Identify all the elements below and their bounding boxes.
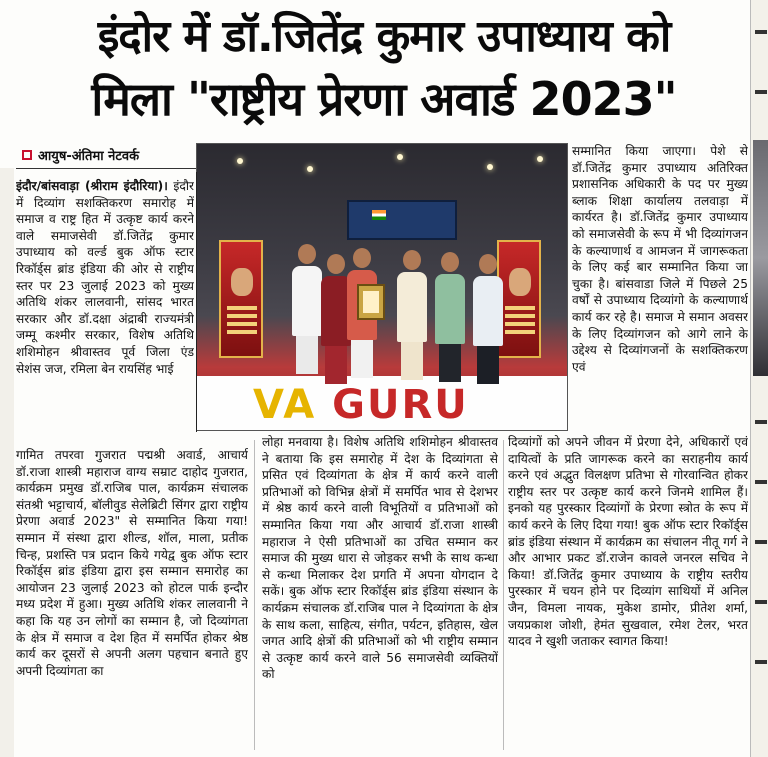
headline-line-1: इंदोर में डॉ.जितेंद्र कुमार उपाध्याय को — [97, 11, 671, 62]
column-divider — [254, 440, 255, 750]
article-column-1-bottom — [16, 447, 248, 747]
article-column-3-top — [572, 143, 748, 434]
stage-banner-text: VA GURU — [253, 382, 469, 428]
byline-divider — [16, 168, 196, 169]
article-column-1-top — [16, 178, 194, 446]
article-text: इंदौर में दिव्यांग सशक्तिकरण समारोह में समाज व राष्ट्र हित में उत्कृष्ट कार्य करने वाले समाजसेवी डॉ.जितेंद्र कुमार उपाध्याय को वर्ल्ड बुक ऑफ स्टार रिकॉर्ड्स ब्रांड इंडिया की ओर से राष्ट्रीय स्तर पर 23 जुलाई 2023 को मुख्य अतिथि शंकर लालवानी, सांसद भारत सरकार और डॉ.दक्षा अंद्राबी राज्यमंत्री जम्मू कश्मीर सरकार, विशेष अतिथि शशिमोहन श्रीवास्तव पूर्व जिला एंड सेशंस जज, रमिला बेन रायसिंह भाई — [16, 179, 194, 376]
article-dateline: इंदौर/बांसवाड़ा (श्रीराम इंदौरिया)। — [16, 179, 168, 193]
adjacent-page-left-edge — [0, 168, 14, 757]
award-plaque — [357, 284, 385, 320]
column-divider — [503, 440, 504, 750]
byline — [22, 146, 139, 164]
award-ceremony-photo — [196, 143, 568, 431]
article-column-3-bottom — [508, 434, 748, 747]
article-text: गामित तपरवा गुजरात पद्मश्री अवार्ड, आचार्य डॉ.राजा शास्त्री महाराज वाग्य सम्राट दाहोद गुजरात, कार्यक्रम प्रमुख डॉ.राजिब पाल, कार्यक्रम संचालक संतश्री भट्टाचार्य, बॉलीवुड सेलेब्रिटी सिंगर द्वारा राष्ट्रीय प्रेरणा अवार्ड 2023" से सम्मानित किया गया! सम्मान में संस्था द्वारा शील्ड, शॉल, माला, प्रतीक चिन्ह, प्रशस्ति पत्र प्रदान किये गयेद्व बुक ऑफ स्टार रिकॉर्ड्स ब्रांड इंडिया द्वारा इस सम्मान समारोह का आयोजन 23 जुलाई 2023 को होटल पार्क इन्दौर मध्य प्रदेश में हुआ। मुख्य अतिथि शंकर लालवानी ने कहा कि यह उन लोगों का सम्मान है, जो दिव्यांगता के क्षेत्र में समाज व देश हित में समर्पित होकर श्रेष्ठ कार्य कर दूसरों से अपनी अलग पहचान बनाते हुए अपनी दिव्यांगता का — [16, 448, 248, 678]
byline-square-icon — [22, 150, 32, 160]
article-text: लोहा मनवाया है। विशेष अतिथि शशिमोहन श्रीवास्तव ने बताया कि इस समारोह में देश के दिव्यांगता से प्रसित एवं दिव्यांगता के क्षेत्र में कार्य करने वाली प्रतिभाओं को विभिन्न क्षेत्रों में समर्पित भाव से देशभर में श्रेष्ठ कार्य करने वाली विभूतियों व प्रतिभाओं को सम्मानित किया गया और आचार्य डॉ.राजा शास्त्री महाराज ने ऐसी प्रतिभाओं का उचित सम्मान कर समाज की मुख्य धारा से जोड़कर सभी के साथ कन्धा से कन्धा मिलाकर देश प्रगति में अपना योगदान दे सकें। बुक ऑफ स्टार रिकॉर्ड्स ब्रांड इंडिया संस्थान के कार्यक्रम संचालक डॉ.राजिब पाल ने दिव्यांगता के क्षेत्र के साथ कला, साहित्य, संगीत, पर्यटन, इतिहास, खेल जगत आदि क्षेत्रों की प्रतिभाओं को भी राष्ट्रीय सम्मान से उत्कृष्ट कार्य करने वाले 56 समाजसेवी व्यक्तियों को — [262, 435, 498, 682]
article-text: सम्मानित किया जाएगा। पेशे से डॉ.जितेंद्र कुमार उपाध्याय अतिरिक्त प्रशासनिक अधिकारी के पद पर मुख्य ब्लाक शिक्षा कार्यालय तलवाड़ा में कार्यरत है। डॉ.जितेंद्र कुमार उपाध्याय को समाजसेवी के रूप में भी दिव्यांगजन के कल्याणार्थ व आमजन में जागरूकता के लिए कई बार सम्मानित किया जा चुका है। बांसवाडा जिले में पिछले 25 वर्षों से उपाध्याय दिव्यांगो के कल्याणार्थ कार्य कर रहे है। समाज मे समान अवसर के लिए दिव्यांगजन को आगे लाने के उद्देश्य से दिव्यांगजनों के सशक्तिकरण एवं — [572, 144, 748, 374]
article-text: दिव्यांगों को अपने जीवन में प्रेरणा देने, अधिकारों एवं दायित्वों के प्रति जागरूक करने का सराहनीय कार्य करने एवं अद्भुत विलक्षण प्रतिभा से गोरवान्वित होकर राष्ट्रीय स्तर पर उत्कृष्ट कार्य करने जिनमे शामिल हैं। इनको यह पुरस्कार दिव्यांगों के प्रेरणा स्त्रोत के रूप में कार्य करने के लिए दिया गया! बुक ऑफ स्टार रिकॉर्ड्स ब्रांड इंडिया संस्थान में कार्यक्रम का संचालन नीतू गर्ग ने और आभार प्रकट डॉ.राजेन कावले जनरल सचिव ने किया! डॉ.जितेंद्र कुमार उपाध्याय के राष्ट्रीय स्तरीय पुरस्कार में चयन होने पर दिव्यांग साथियों में अनिल जैन, विमला नायक, मुकेश डामोर, प्रीतेश शर्मा, जयप्रकाश जोशी, हेमंत सुखवाल, रमेश टेलर, भरत यादव ने खुशी जताकर स्वागत किया! — [508, 435, 748, 649]
article-column-2 — [262, 434, 498, 747]
headline-line-2: मिला "राष्ट्रीय प्रेरणा अवार्ड 2023" — [91, 72, 677, 126]
byline-text: आयुष-अंतिमा नेटवर्क — [38, 149, 140, 164]
